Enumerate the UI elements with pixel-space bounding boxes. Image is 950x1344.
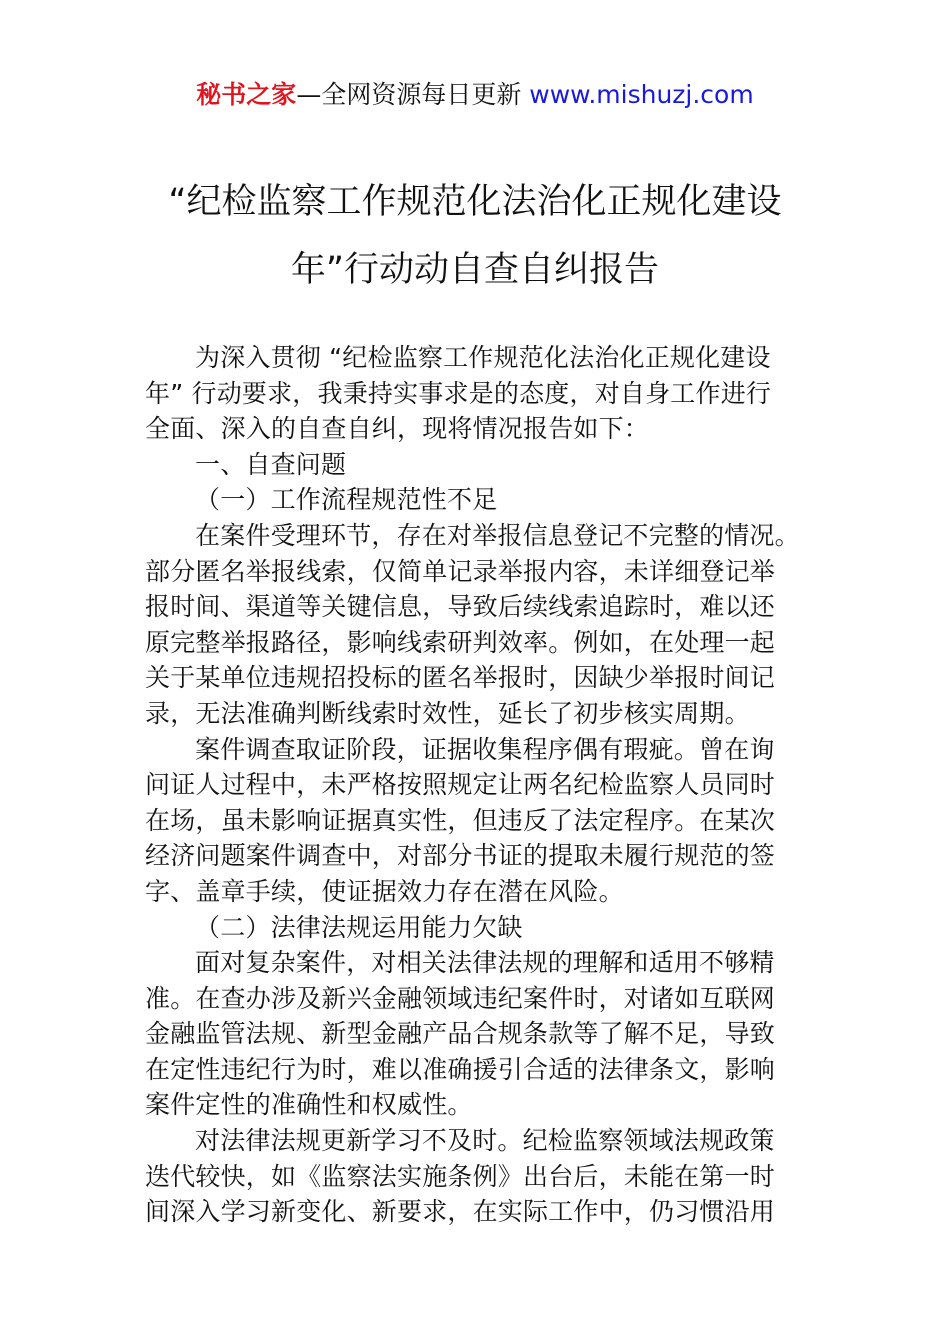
section-heading: 一、自查问题 (195, 449, 347, 479)
subsection-heading: （一）工作流程规范性不足 (195, 485, 498, 515)
body-line: 案件定性的准确性和权威性。 (145, 1090, 473, 1120)
site-url[interactable]: www.mishuzj.com (529, 80, 754, 109)
body-line: 经济问题案件调查中，对部分书证的提取未履行规范的签 (145, 841, 776, 871)
body-line: 在定性违纪行为时，难以准确援引合适的法律条文，影响 (145, 1054, 776, 1084)
document-title-line-1: “纪检监察工作规范化法治化正规化建设 (168, 182, 782, 222)
body-line: 对法律法规更新学习不及时。纪检监察领域法规政策 (195, 1126, 775, 1156)
body-line: 原完整举报路径，影响线索研判效率。例如，在处理一起 (145, 627, 776, 657)
body-line: 在案件受理环节，存在对举报信息登记不完整的情况。 (195, 520, 800, 550)
body-line: 迭代较快，如《监察法实施条例》出台后，未能在第一时 (145, 1161, 776, 1191)
body-line: 报时间、渠道等关键信息，导致后续线索追踪时，难以还 (145, 592, 776, 622)
body-line: 问证人过程中，未严格按照规定让两名纪检监察人员同时 (145, 770, 776, 800)
document-title-line-2: 年”行动动自查自纠报告 (290, 250, 660, 290)
site-header (0, 78, 950, 112)
body-line: 为深入贯彻 “纪检监察工作规范化法治化正规化建设 (195, 343, 771, 372)
body-line: 准。在查办涉及新兴金融领域违纪案件时，对诸如互联网 (145, 983, 776, 1013)
document-body (145, 340, 807, 1230)
body-line: 录，无法准确判断线索时效性，延长了初步核实周期。 (145, 698, 750, 728)
site-tagline: —全网资源每日更新 (296, 80, 522, 109)
body-line: 部分匿名举报线索，仅简单记录举报内容，未详细登记举 (145, 556, 776, 586)
body-line: 全面、深入的自查自纠，现将情况报告如下： (145, 414, 650, 444)
body-line: 在场，虽未影响证据真实性，但违反了法定程序。在某次 (145, 805, 776, 835)
site-brand: 秘书之家 (196, 80, 297, 109)
body-line: 间深入学习新变化、新要求，在实际工作中，仍习惯沿用 (145, 1197, 776, 1227)
body-line: 字、盖章手续，使证据效力存在潜在风险。 (145, 876, 624, 906)
body-line: 金融监管法规、新型金融产品合规条款等了解不足，导致 (145, 1019, 776, 1049)
body-line: 年” 行动要求，我秉持实事求是的态度，对自身工作进行 (145, 378, 772, 408)
body-line: 关于某单位违规招投标的匿名举报时，因缺少举报时间记 (145, 663, 776, 693)
body-line: 面对复杂案件，对相关法律法规的理解和适用不够精 (195, 948, 775, 978)
subsection-heading: （二）法律法规运用能力欠缺 (195, 912, 523, 942)
body-line: 案件调查取证阶段，证据收集程序偶有瑕疵。曾在询 (195, 734, 775, 764)
